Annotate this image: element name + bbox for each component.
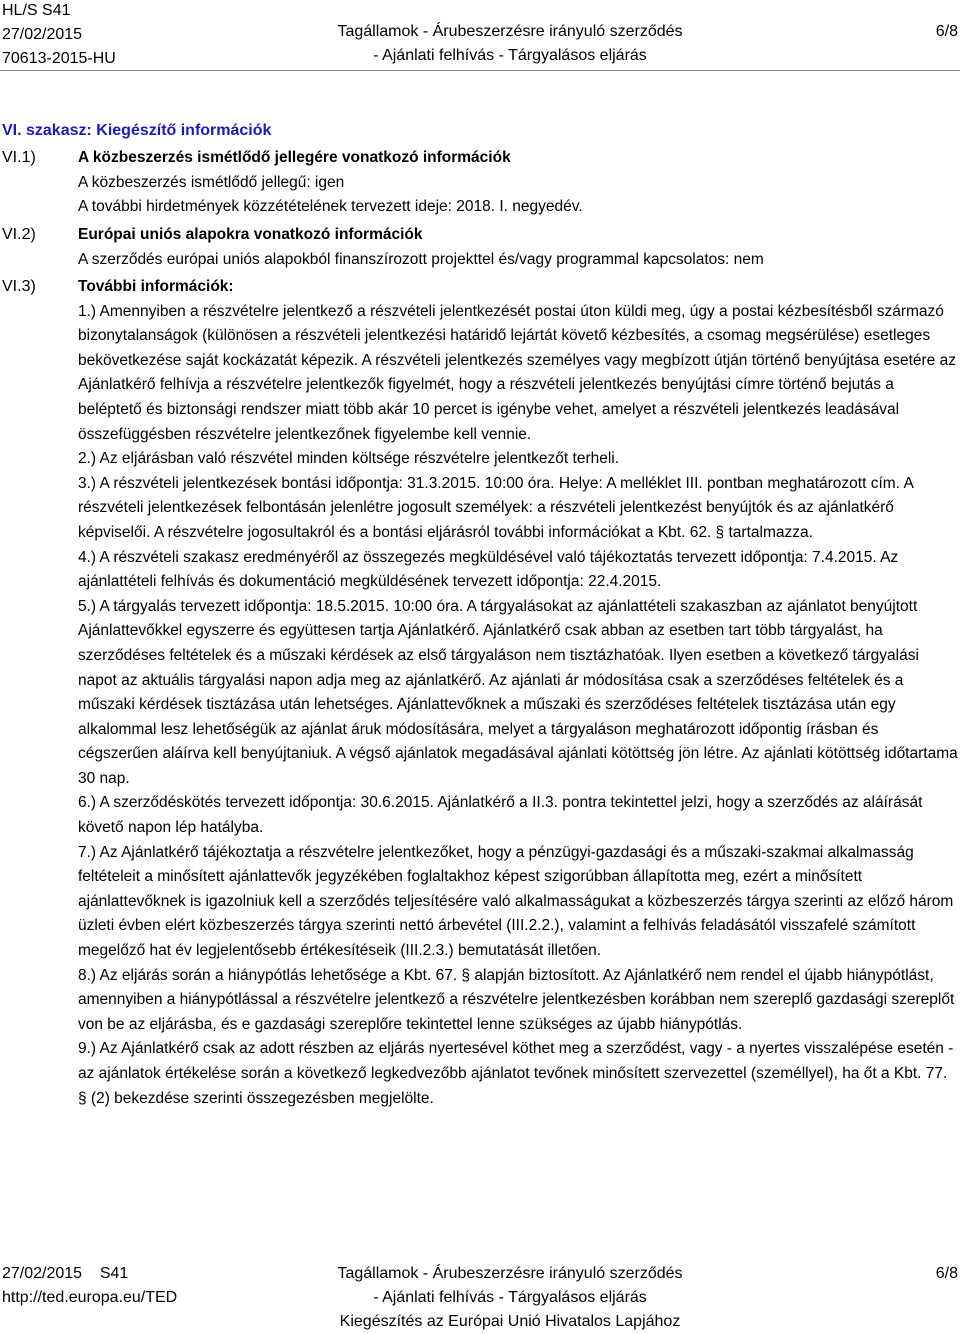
paragraph: 7.) Az Ajánlatkérő tájékoztatja a részvételre jelentkezőket, hogy a pénzügyi-gazdasági és a műszaki-szakmai alkalmasság feltételeit a minősített ajánlattevők jegyzékében foglaltakhoz képest szigorúbban állapította meg, ezért a minősített ajánlattevőknek is igazolniuk kell a szerződés teljesítésére való alkalmasságukat a közbeszerzés tárgya szerinti az előző három üzleti évben elért közbeszerzés tárgya szerinti nettó árbevétel (III.2.2.), valamint a felhívás feladásától visszafelé számított megelőző hat év legjelentősebb értékesítéseik (III.2.3.) bemutatását illetően. — [78, 843, 954, 960]
paragraph: 5.) A tárgyalás tervezett időpontja: 18.5.2015. 10:00 óra. A tárgyalásokat az ajánlattételi szakaszban az ajánlatot benyújtott Ajánlattevőkkel egyszerre és együttesen tartja Ajánlatkérő. Ajánlatkérő csak abban az esetben tart több tárgyalást, ha szerződéses feltételek és a műszaki kérdések az első tárgyaláson nem tisztázhatóak. Ilyen esetben a következő tárgyalási napot az aktuális tárgyalási napon adja meg az ajánlatkérő. Az ajánlati ár módosítása csak a szerződéses feltételek és a műszaki kérdések tisztázása után lehetséges. Ajánlattevőknek a műszaki és szerződéses feltételek tisztázása után egy alkalommal lesz lehetőségük az ajánlat áruk módosítására, melyet a tárgyaláson meghatározott időpontig írásban és cégszerűen aláírva kell benyújtaniuk. A végső ajánlatok megadásával ajánlati kötöttség jön létre. Az ajánlati kötöttség időtartama 30 nap. — [78, 597, 958, 787]
item-line: A közbeszerzés ismétlődő jellegű: igen — [78, 173, 345, 191]
item-body — [78, 223, 958, 272]
paragraph: 4.) A részvételi szakasz eredményéről az összegezés megküldésével való tájékoztatás tervezett időpontja: 7.4.2015. Az ajánlattételi felhívás és dokumentáció megküldésének tervezett időpontja: 22.4.2015. — [78, 548, 899, 591]
section-title: VI. szakasz: Kiegészítő információk — [2, 122, 272, 139]
header-divider — [0, 70, 960, 71]
paragraph: 8.) Az eljárás során a hiánypótlás lehetősége a Kbt. 67. § alapján biztosított. Az Ajánlatkérő nem rendel el újabb hiánypótlást, amennyiben a hiánypótlással a részvételre jelentkező a részvételre jelentkezésben korábban nem szereplő gazdasági szereplőt von be az eljárásba, és e gazdasági szereplőre tekintettel lenne szükséges az újabb hiánypótlás. — [78, 966, 955, 1033]
footer-ref: S41 — [99, 1265, 129, 1282]
header-ref: HL/S S41 — [2, 2, 71, 19]
page-header — [0, 0, 960, 72]
item-number: VI.2) — [2, 226, 36, 243]
footer-page-number: 6/8 — [935, 1265, 958, 1282]
footer-left — [2, 1262, 177, 1310]
item-line: A szerződés európai uniós alapokból finanszírozott projekttel és/vagy programmal kapcsolatos: nem — [78, 250, 764, 268]
footer-title — [300, 1262, 720, 1334]
paragraph: 6.) A szerződéskötés tervezett időpontja: 30.6.2015. Ajánlatkérő a II.3. pontra tekintettel jelzi, hogy a szerződés az aláírását követő napon lép hatályba. — [78, 794, 923, 837]
header-date: 27/02/2015 — [2, 26, 83, 43]
header-page-number: 6/8 — [935, 23, 958, 40]
paragraph: 2.) Az eljárásban való részvétel minden költsége részvételre jelentkezőt terheli. — [78, 450, 620, 468]
item-body — [78, 275, 958, 1111]
header-title — [300, 20, 720, 68]
item-number: VI.1) — [2, 149, 36, 166]
item-heading: A közbeszerzés ismétlődő jellegére vonatkozó információk — [78, 149, 511, 166]
header-title-line1: Tagállamok - Árubeszerzésre irányuló szerződés — [337, 23, 683, 40]
footer-date-ref — [2, 1262, 177, 1286]
item-body — [78, 146, 958, 220]
paragraph: 1.) Amennyiben a részvételre jelentkező a részvételi jelentkezését postai úton küldi meg, úgy a postai kézbesítésből származó bizonytalanságok (különösen a részvételi jelentkezési határidő lejártát követő kézbesítés, a csomag megsérülése) esetleges bekövetkezése saját kockázatát képezik. A részvételi jelentkezés személyes vagy megbízott útján történő benyújtása esetére az Ajánlatkérő felhívja a részvételre jelentkezők figyelmét, hogy a részvételi jelentkezés benyújtási címre történő bejutás a beléptető és biztonsági rendszer miatt több akár 10 percet is igénybe vehet, amelyet a részvételi jelentkezés leadásával összefüggésben részvételre jelentkezőnek figyelembe kell vennie. — [78, 302, 956, 443]
footer-title-line2: - Ajánlati felhívás - Tárgyalásos eljárás — [373, 1289, 647, 1306]
item-heading: További információk: — [78, 278, 234, 295]
page-footer — [0, 1262, 960, 1334]
header-notice-id: 70613-2015-HU — [2, 50, 116, 67]
item-number: VI.3) — [2, 278, 36, 295]
footer-publisher: Kiegészítés az Európai Unió Hivatalos Lapjához — [339, 1313, 681, 1330]
footer-url[interactable]: http://ted.europa.eu/TED — [2, 1289, 178, 1306]
paragraph: 9.) Az Ajánlatkérő csak az adott részben az eljárás nyertesével köthet meg a szerződést, vagy - a nyertes visszalépése esetén - az ajánlatok értékelése során a következő legkedvezőbb ajánlatot tevőnek minősített szervezettel (személlyel), ha őt a Kbt. 77. § (2) bekezdése szerinti összegezésben megjelölte. — [78, 1040, 954, 1107]
footer-date: 27/02/2015 — [2, 1265, 83, 1282]
header-left — [2, 0, 116, 71]
item-heading: Európai uniós alapokra vonatkozó információk — [78, 226, 423, 243]
header-title-line2: - Ajánlati felhívás - Tárgyalásos eljárás — [373, 47, 647, 64]
item-line: A további hirdetmények közzétételének tervezett ideje: 2018. I. negyedév. — [78, 198, 583, 216]
paragraph: 3.) A részvételi jelentkezések bontási időpontja: 31.3.2015. 10:00 óra. Helye: A melléklet III. pontban meghatározott cím. A részvételi jelentkezések felbontásán jelenlétre jogosult személyek: a részvételi jelentkezést benyújtók és az ajánlatkérő képviselői. A részvételre jogosultakról és a bontási eljárásról további információkat a Kbt. 62. § tartalmazza. — [78, 474, 913, 541]
footer-title-line1: Tagállamok - Árubeszerzésre irányuló szerződés — [337, 1265, 683, 1282]
